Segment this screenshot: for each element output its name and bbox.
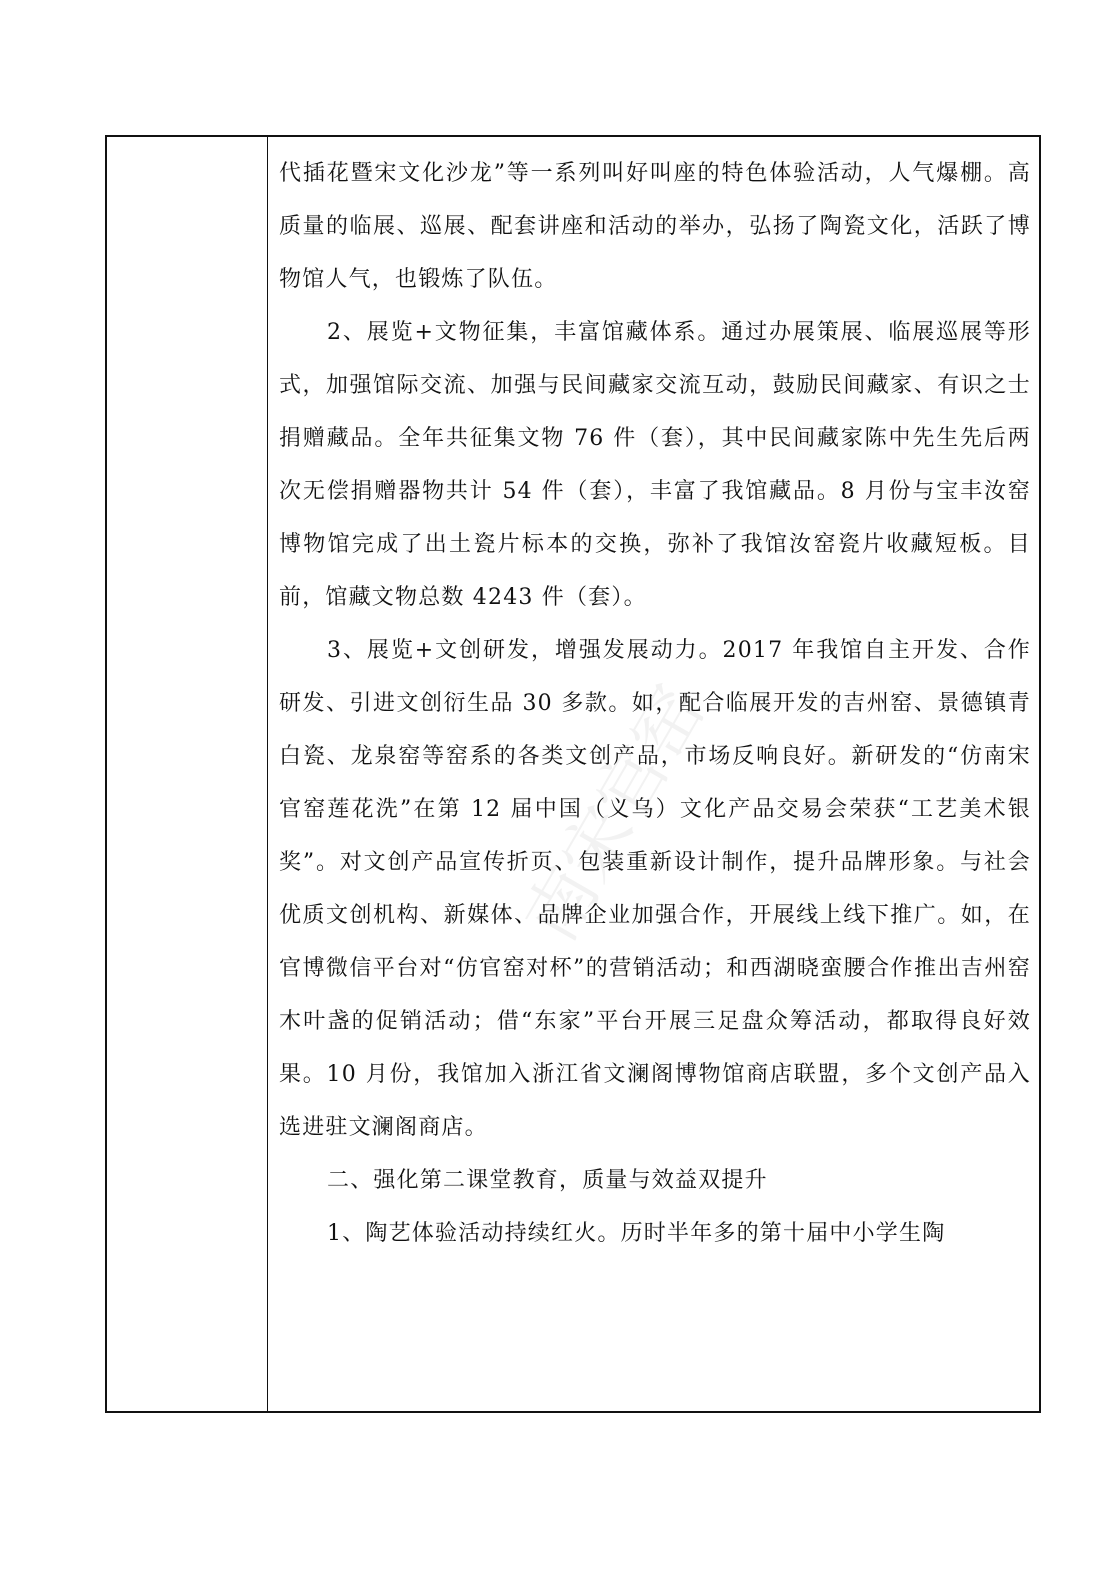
content-cell xyxy=(279,147,1031,1260)
table-frame xyxy=(105,135,1041,1413)
watermark: 南宋官窑 xyxy=(509,671,721,955)
section-heading: 二、强化第二课堂教育，质量与效益双提升 xyxy=(327,1168,768,1193)
paragraph-pottery: 1、陶艺体验活动持续红火。历时半年多的第十届中小学生陶 xyxy=(327,1221,946,1246)
left-cell xyxy=(107,137,267,1411)
paragraph-creative: 3、展览+文创研发，增强发展动力。2017 年我馆自主开发、合作研发、引进文创衍生品 30 多款。如，配合临展开发的吉州窑、景德镇青白瓷、龙泉窑等窑系的各类文创产品，市场反响良好。新研发的“仿南宋官窑莲花洗”在第 12 届中国（义乌）文化产品交易会荣获“工艺美术银奖”。对文创产品宣传折页、包装重新设计制作，提升品牌形象。与社会优质文创机构、新媒体、品牌企业加强合作，开展线上线下推广。如，在官博微信平台对“仿官窑对杯”的营销活动；和西湖晓蛮腰合作推出吉州窑木叶盏的促销活动；借“东家”平台开展三足盘众筹活动，都取得良好效果。10 月份，我馆加入浙江省文澜阁博物馆商店联盟，多个文创产品入选进驻文澜阁商店。 xyxy=(279,638,1031,1140)
paragraph-continuation: 代插花暨宋文化沙龙”等一系列叫好叫座的特色体验活动，人气爆棚。高质量的临展、巡展、配套讲座和活动的举办，弘扬了陶瓷文化，活跃了博物馆人气，也锻炼了队伍。 xyxy=(279,161,1031,292)
column-divider xyxy=(267,137,268,1411)
paragraph-collection: 2、展览+文物征集，丰富馆藏体系。通过办展策展、临展巡展等形式，加强馆际交流、加强与民间藏家交流互动，鼓励民间藏家、有识之士捐赠藏品。全年共征集文物 76 件（套），其中民间藏家陈中先生先后两次无偿捐赠器物共计 54 件（套），丰富了我馆藏品。8 月份与宝丰汝窑博物馆完成了出土瓷片标本的交换，弥补了我馆汝窑瓷片收藏短板。目前，馆藏文物总数 4243 件（套）。 xyxy=(279,320,1031,610)
